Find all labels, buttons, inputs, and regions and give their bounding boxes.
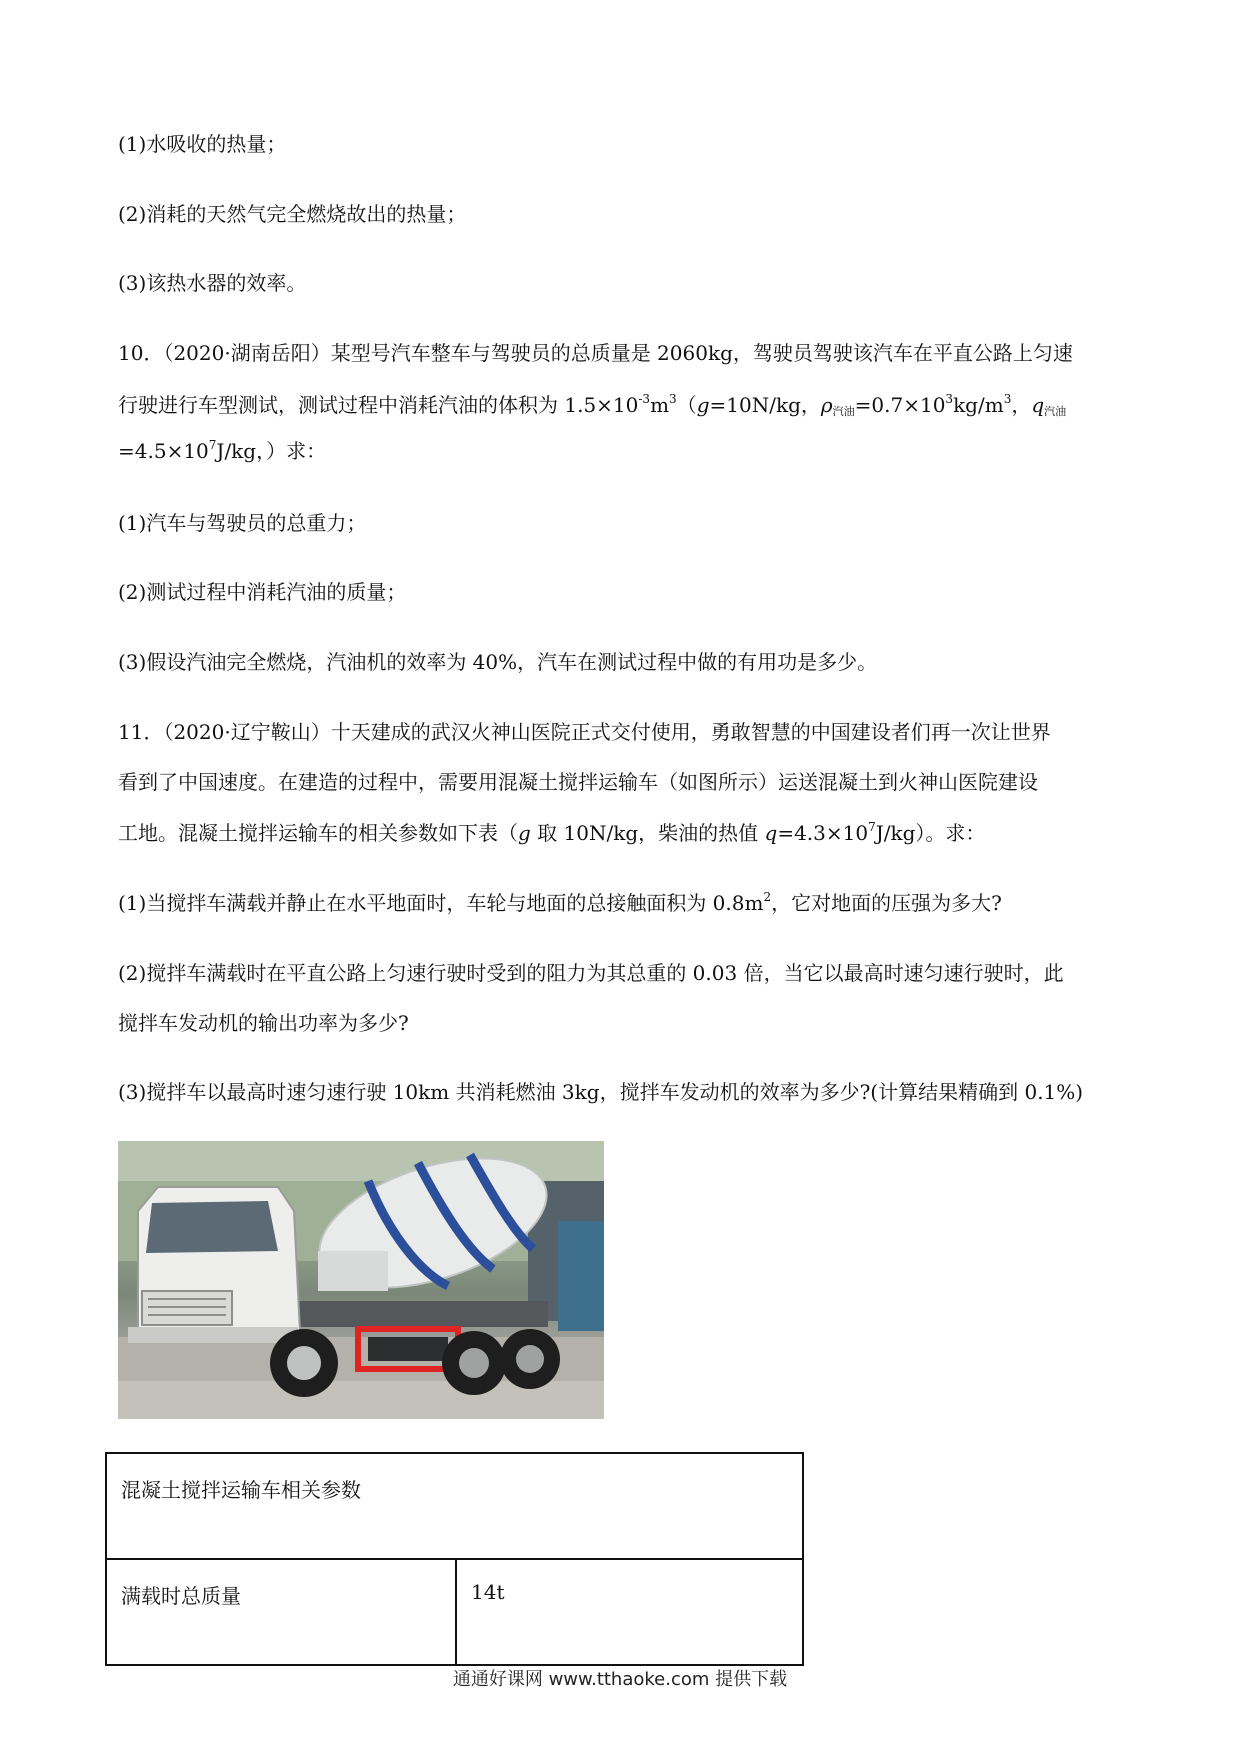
truck-parameters-table — [105, 1452, 804, 1666]
q11-sub1: (1)当搅拌车满载并静止在水平地面时，车轮与地面的总接触面积为 $0.8m^2$，它对地面的压强为多大? — [118, 890, 1002, 915]
truck-cab — [128, 1187, 300, 1343]
q11-stem-line1: 11．（2020·辽宁鞍山）十天建成的武汉火神山医院正式交付使用，勇敢智慧的中国建设者们再一次让世界 — [118, 720, 1051, 744]
q11-sub2-line2: 搅拌车发动机的输出功率为多少? — [118, 1011, 409, 1035]
table-header-row — [106, 1453, 803, 1559]
q9-sub2: (2)消耗的天然气完全燃烧故出的热量； — [118, 202, 467, 226]
q10-sub2: (2)测试过程中消耗汽油的质量； — [118, 580, 407, 604]
table-header-cell: 混凝土搅拌运输车相关参数 — [106, 1453, 803, 1559]
q11-sub2-line1: (2)搅拌车满载时在平直公路上匀速行驶时受到的阻力为其总重的 0.03 倍，当它以最高时速匀速行驶时，此 — [118, 961, 1064, 985]
q10-stem-line1: 10．（2020·湖南岳阳）某型号汽车整车与驾驶员的总质量是 2060kg，驾驶员驾驶该汽车在平直公路上匀速 — [118, 341, 1073, 365]
q9-sub3: (3)该热水器的效率。 — [118, 271, 307, 295]
q11-stem-line3: 工地。混凝土搅拌运输车的相关参数如下表（g 取 10N/kg，柴油的热值 $q=4.3\times 10^7J/kg$）。求： — [118, 820, 986, 845]
q9-sub1: (1)水吸收的热量； — [118, 132, 287, 156]
page-footer: 通通好课网 www.tthaoke.com 提供下载 — [452, 1669, 788, 1690]
truck-illustration — [118, 1141, 604, 1419]
q10-stem-line3: $=4.5\times 10^7J/kg$，）求： — [118, 438, 327, 463]
q11-stem-line2: 看到了中国速度。在建造的过程中，需要用混凝土搅拌运输车（如图所示）运送混凝土到火神山医院建设 — [118, 770, 1038, 794]
q10-stem-line2: 行驶进行车型测试，测试过程中消耗汽油的体积为 $1.5\times 10^{-3}m^3(g=10N/kg$，$\rho_{汽油}=0.7\times 10^3kg/m^3$，$q_{汽油}$ — [118, 392, 1067, 418]
q10-sub3: (3)假设汽油完全燃烧，汽油机的效率为 40%，汽车在测试过程中做的有用功是多少。 — [118, 650, 878, 674]
table-row — [106, 1559, 803, 1665]
concrete-mixer-truck-photo — [118, 1141, 604, 1419]
table-cell-label: 满载时总质量 — [106, 1559, 456, 1665]
q10-sub1: (1)汽车与驾驶员的总重力； — [118, 511, 367, 535]
q11-sub3: (3)搅拌车以最高时速匀速行驶 10km 共消耗燃油 3kg，搅拌车发动机的效率为多少?(计算结果精确到 0.1%) — [118, 1080, 1084, 1104]
table-cell-value: 14t — [456, 1559, 803, 1665]
